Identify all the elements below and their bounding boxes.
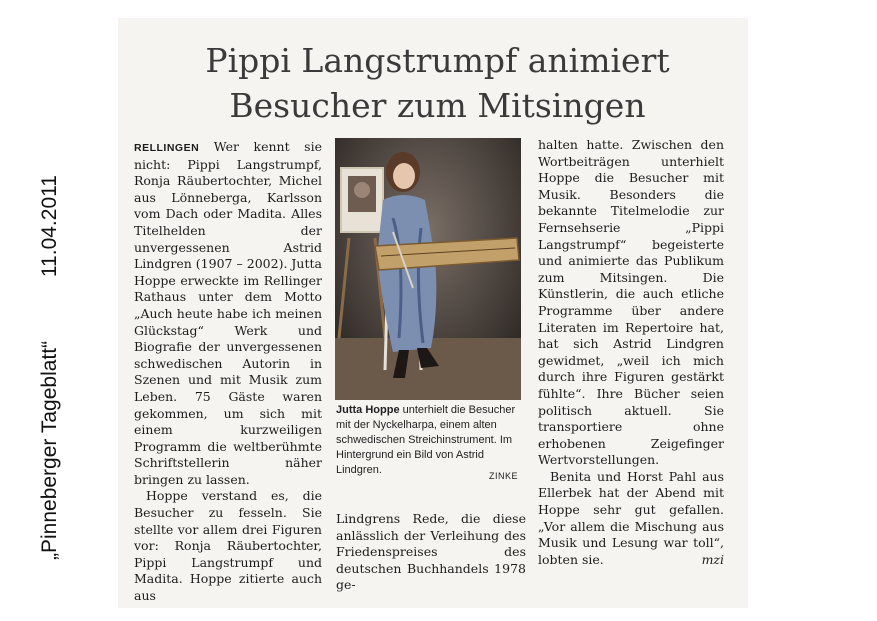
paragraph (538, 469, 724, 569)
paragraph-text: Benita und Horst Pahl aus Ellerbek hat der Abend mit Hoppe sehr gut gefallen. „Vor allem die Mischung aus Musik und Lesung war toll“, lobten sie. (538, 468, 724, 567)
headline (130, 38, 745, 128)
article-photo (335, 138, 521, 400)
source-label (38, 175, 62, 560)
paragraph (134, 139, 322, 488)
paragraph: Lindgrens Rede, die diese anlässlich der Verleihung des Friedenspreises des deutschen Buchhandels 1978 ge- (336, 511, 526, 593)
headline-line-1: Pippi Langstrumpf animiert (205, 41, 670, 80)
caption-text: unterhielt die Besucher mit der Nyckelharpa, einem alten schwedischen Streichinstrument. Im Hintergrund ein Bild von Astrid Lindgren. (336, 404, 516, 476)
publication-date: 11.04.2011 (38, 175, 61, 278)
dateline: RELLINGEN (134, 142, 200, 154)
newspaper-name: „Pinneberger Tageblatt“ (38, 340, 61, 560)
photo-caption (336, 403, 524, 478)
paragraph: halten hatte. Zwischen den Wortbeiträgen unterhielt Hoppe die Besucher mit Musik. Besonders die bekannte Titelmelodie zur Fernsehserie „Pippi Langstrumpf“ begeisterte und animierte das Publikum zum Mitsingen. Die Künstlerin, die auch etliche Programme über andere Literaten im Repertoire hat, hat sich Astrid Lindgren gewidmet, „weil ich mich durch ihre Figuren gestärkt fühlte“. Ihre Bücher seien politisch aktuell. Sie transportiere ohne erhobenen Zeigefinger Wertvorstellungen. (538, 137, 724, 468)
headline-line-2: Besucher zum Mitsingen (229, 86, 646, 125)
paragraph: Hoppe verstand es, die Besucher zu fesseln. Sie stellte vor allem drei Figuren vor: Ronja Räubertochter, Pippi Langstrumpf und Madita. Hoppe zitierte auch aus (134, 488, 322, 604)
photo-credit: ZINKE (489, 471, 519, 481)
author-initials: mzi (701, 551, 724, 567)
article-column-3 (538, 137, 724, 568)
caption-name: Jutta Hoppe (336, 404, 400, 416)
article-column-1 (134, 139, 322, 605)
photo-image (335, 138, 521, 400)
article-column-2 (336, 511, 526, 594)
paragraph-text: Wer kennt sie nicht: Pippi Langstrumpf, Ronja Räubertochter, Michel aus Lönneberga, Karlsson vom Dach oder Madita. Alles Titelhelden der unvergessenen Astrid Lindgren (1907 – 2002). Jutta Hoppe erweckte im Rellinger Rathaus unter dem Motto „Auch heute habe ich meinen Glückstag“ Werk und Biografie der unvergessenen schwedischen Autorin in Szenen und mit Musik zum Leben. 75 Gäste waren gekommen, um sich mit einem kurzweiligen Programm die weltberühmte Schriftstellerin näher bringen zu lassen. (134, 139, 322, 487)
